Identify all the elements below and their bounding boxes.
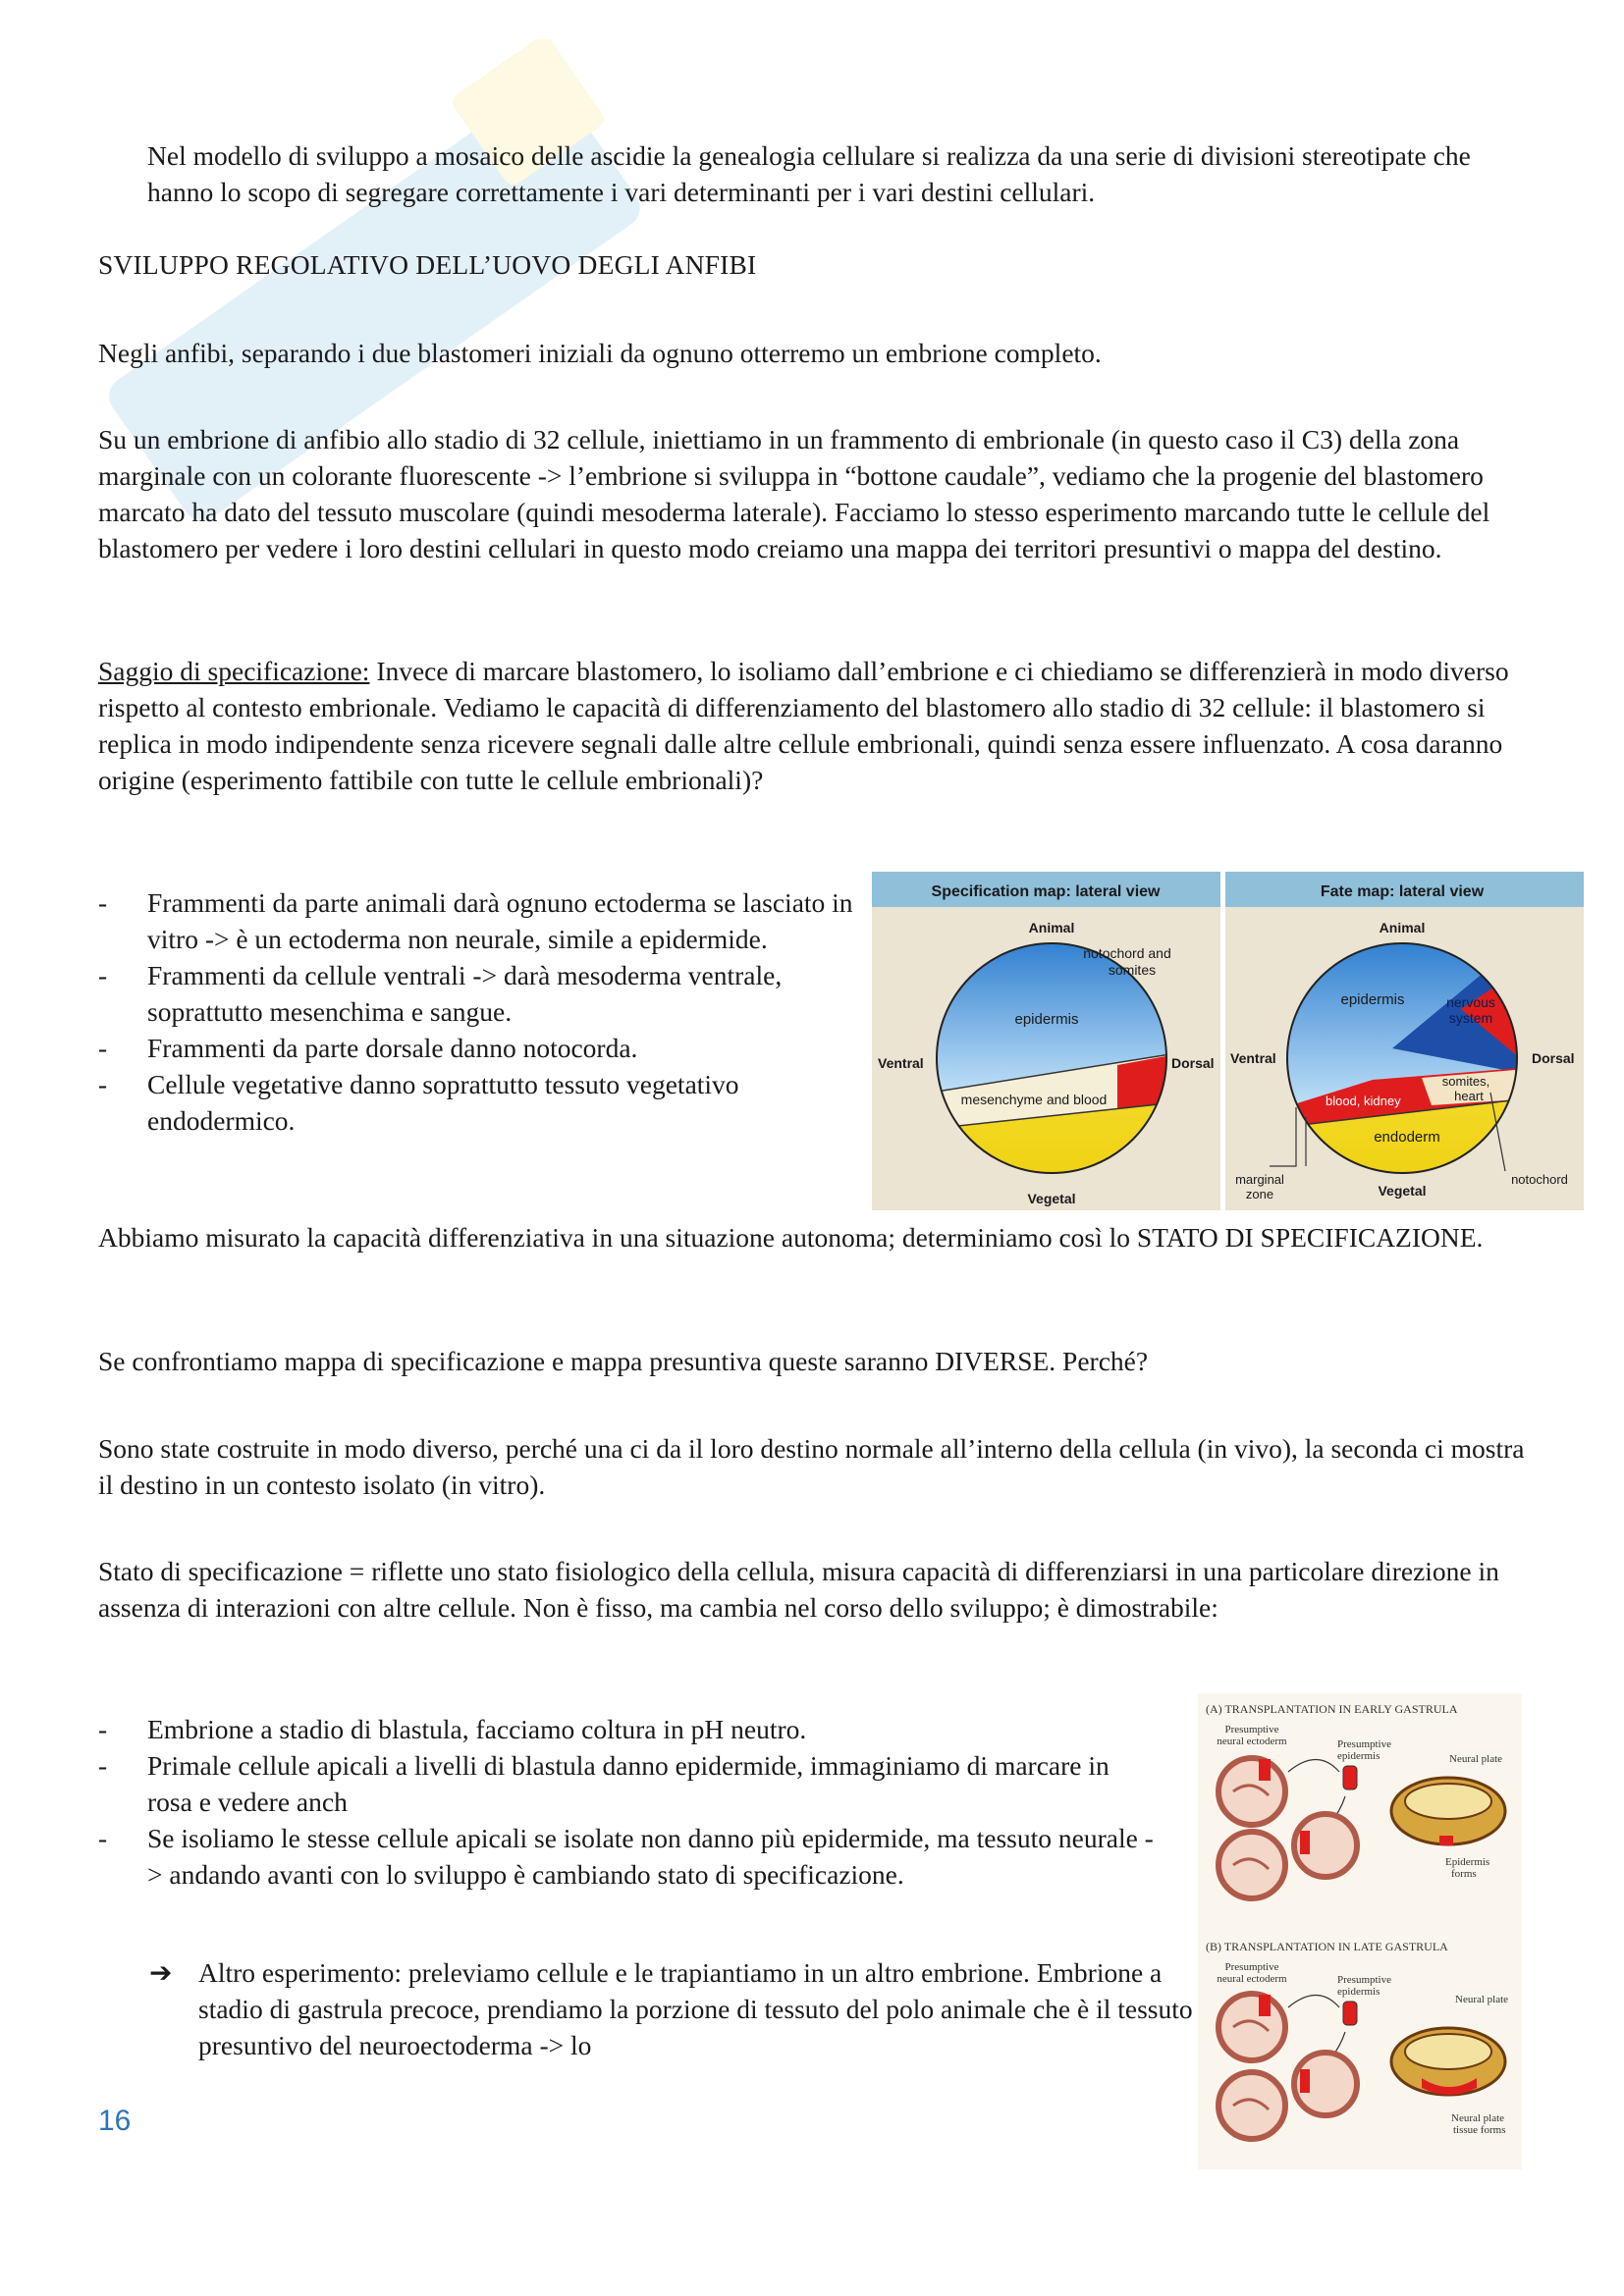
svg-text:notochord and: notochord and xyxy=(1083,945,1171,961)
svg-text:Presumptive: Presumptive xyxy=(1224,1724,1279,1735)
early-neurula xyxy=(1391,1778,1505,1845)
page-number: 16 xyxy=(98,2105,132,2137)
svg-text:epidermis: epidermis xyxy=(1337,1986,1380,1998)
paragraph-specification-state: Stato di specificazione = riflette uno stato fisiologico della cellula, misura capacità di differenziarsi in una particolare direzione in assenza di interazioni con altre cellule. Non è fisso, ma cambia nel corso dello sviluppo; è dimostrabile: xyxy=(98,1556,1499,1623)
blastula-experiment-list xyxy=(98,1711,1159,1893)
specification-map-panel xyxy=(872,872,1220,1210)
svg-text:neural ectoderm: neural ectoderm xyxy=(1217,1973,1287,1985)
svg-text:Presumptive: Presumptive xyxy=(1337,1738,1391,1750)
svg-text:Dorsal: Dorsal xyxy=(1171,1055,1215,1071)
late-neurula xyxy=(1391,2028,1505,2095)
list-item: - Primale cellule apicali a livelli di blastula danno epidermide, immaginiamo di marcare in rosa e vedere anch xyxy=(98,1747,1159,1820)
paragraph-specification-assay xyxy=(98,653,1527,798)
svg-text:nervous: nervous xyxy=(1446,994,1495,1010)
svg-text:Ventral: Ventral xyxy=(878,1055,924,1071)
svg-text:notochord: notochord xyxy=(1511,1172,1568,1187)
figure-transplantation xyxy=(1198,1693,1522,2169)
svg-text:Vegetal: Vegetal xyxy=(1027,1191,1076,1206)
svg-text:mesenchyme and blood: mesenchyme and blood xyxy=(960,1092,1108,1107)
list-dash: - xyxy=(98,1033,108,1063)
late-gastrula-host-2 xyxy=(1294,2053,1357,2115)
paragraph-anfibi: Negli anfibi, separando i due blastomeri iniziali da ognuno otterremo un embrione completo. xyxy=(98,338,1102,368)
list-dash: - xyxy=(98,1823,108,1853)
early-gastrula-host xyxy=(1218,1832,1285,1898)
svg-text:somites: somites xyxy=(1108,962,1157,978)
svg-text:Epidermis: Epidermis xyxy=(1445,1856,1490,1868)
right-arrow-icon: ➔ xyxy=(149,1956,173,1989)
specification-assay-text: Invece di marcare blastomero, lo isoliamo dall’embrione e ci chiediamo se differenzierà in modo diverso rispetto al contesto embrionale. Vediamo le capacità di differenziamento del blastomero allo stadio di 32 cellule: il blastomero si replica in modo indipendente senza ricevere segnali dalle altre cellule embrionali, quindi senza essere influenzato. A cosa daranno origine (esperimento fattibile con tutte le cellule embrionali)? xyxy=(98,656,1509,795)
svg-text:forms: forms xyxy=(1451,1868,1477,1880)
svg-text:epidermis: epidermis xyxy=(1340,991,1405,1008)
svg-text:Dorsal: Dorsal xyxy=(1532,1050,1575,1066)
svg-text:zone: zone xyxy=(1245,1187,1274,1201)
svg-text:Neural plate: Neural plate xyxy=(1451,2112,1505,2124)
spec-map-title: Specification map: lateral view xyxy=(931,883,1161,900)
specification-assay-label: Saggio di specificazione: xyxy=(98,656,370,686)
late-gastrula-donor xyxy=(1218,1994,1285,2060)
svg-text:epidermis: epidermis xyxy=(1337,1750,1380,1762)
list-dash: - xyxy=(98,1069,108,1099)
svg-text:Neural plate: Neural plate xyxy=(1449,1753,1503,1765)
paragraph-built-differently: Sono state costruite in modo diverso, perché una ci da il loro destino normale all’interno della cellula (in vivo), la seconda ci mostra il destino in un contesto isolato (in vitro). xyxy=(98,1433,1525,1500)
svg-text:Vegetal: Vegetal xyxy=(1378,1183,1427,1199)
late-gastrula-host xyxy=(1218,2072,1285,2139)
list-dash: - xyxy=(98,1714,108,1744)
figure-specification-fate-maps xyxy=(872,872,1584,1210)
svg-text:endoderm: endoderm xyxy=(1374,1129,1440,1146)
svg-text:(B) TRANSPLANTATION IN LATE G: (B) TRANSPLANTATION IN LATE GASTRULA xyxy=(1206,1940,1448,1953)
list-item: - Frammenti da cellule ventrali -> darà mesoderma ventrale, soprattutto mesenchima e sangue. xyxy=(98,957,864,1030)
svg-text:(A) TRANSPLANTATION IN EARLY: (A) TRANSPLANTATION IN EARLY GASTRULA xyxy=(1206,1702,1458,1716)
early-gastrula-host-2 xyxy=(1294,1814,1357,1877)
arrow-list-item: ➔ Altro esperimento: preleviamo cellule e le trapiantiamo in un altro embrione. Embrione a stadio di gastrula precoce, prendiamo la porzione di tessuto del polo animale che è il tessuto presuntivo del neuroectoderma -> lo xyxy=(149,1956,1193,2060)
fate-map-panel xyxy=(1225,872,1584,1210)
svg-text:Animal: Animal xyxy=(1379,920,1426,935)
list-item: - Cellule vegetative danno soprattutto tessuto vegetativo endodermico. xyxy=(98,1066,864,1139)
paragraph-experiment: Su un embrione di anfibio allo stadio di 32 cellule, iniettiamo in un frammento di embrionale (in questo caso il C3) della zona marginale con un colorante fluorescente -> l’embrione si sviluppa in “bottone caudale”, vediamo che la progenie del blastomero marcato ha dato del tessuto muscolare (quindi mesoderma laterale). Facciamo lo stesso esperimento marcando tutte le cellule del blastomero per vedere i loro destini cellulari in questo modo creiamo una mappa dei territori presuntivi o mappa del destino. xyxy=(98,424,1490,563)
paragraph-autonomous-measure: Abbiamo misurato la capacità differenziativa in una situazione autonoma; determiniamo così lo STATO DI SPECIFICAZIONE. xyxy=(98,1222,1484,1253)
list-item: - Frammenti da parte animali darà ognuno ectoderma se lasciato in vitro -> è un ectoderma non neurale, simile a epidermide. xyxy=(98,884,864,957)
fragment-results-list xyxy=(98,884,864,1139)
list-item: - Embrione a stadio di blastula, facciamo coltura in pH neutro. xyxy=(98,1711,1159,1747)
svg-text:marginal: marginal xyxy=(1235,1172,1284,1187)
list-dash: - xyxy=(98,887,108,918)
svg-text:Animal: Animal xyxy=(1028,920,1075,935)
svg-text:Presumptive: Presumptive xyxy=(1224,1961,1279,1973)
section-heading: SVILUPPO REGOLATIVO DELL’UOVO DEGLI ANFIBI xyxy=(98,249,757,280)
svg-text:tissue forms: tissue forms xyxy=(1453,2124,1506,2136)
svg-text:epidermis: epidermis xyxy=(1014,1011,1079,1028)
fate-map-title: Fate map: lateral view xyxy=(1320,883,1485,900)
svg-text:system: system xyxy=(1448,1010,1493,1026)
list-dash: - xyxy=(98,1750,108,1781)
list-item: - Se isoliamo le stesse cellule apicali se isolate non danno più epidermide, ma tessuto neurale -> andando avanti con lo sviluppo è cambiando stato di specificazione. xyxy=(98,1820,1159,1893)
svg-text:neural ectoderm: neural ectoderm xyxy=(1217,1735,1287,1747)
paragraph-compare-maps: Se confrontiamo mappa di specificazione e mappa presuntiva queste saranno DIVERSE. Perché? xyxy=(98,1346,1149,1376)
svg-text:blood, kidney: blood, kidney xyxy=(1326,1094,1401,1108)
svg-text:somites,: somites, xyxy=(1441,1074,1490,1089)
early-gastrula-donor xyxy=(1218,1758,1285,1825)
list-item: - Frammenti da parte dorsale danno notocorda. xyxy=(98,1030,864,1066)
list-dash: - xyxy=(98,960,108,990)
svg-text:Presumptive: Presumptive xyxy=(1337,1974,1391,1986)
svg-text:heart: heart xyxy=(1454,1089,1484,1103)
paragraph-intro: Nel modello di sviluppo a mosaico delle ascidie la genealogia cellulare si realizza da una serie di divisioni stereotipate che hanno lo scopo di segregare correttamente i vari determinanti per i vari destini cellulari. xyxy=(147,140,1471,207)
svg-text:Ventral: Ventral xyxy=(1230,1050,1276,1066)
svg-text:Neural plate: Neural plate xyxy=(1455,1994,1509,2005)
